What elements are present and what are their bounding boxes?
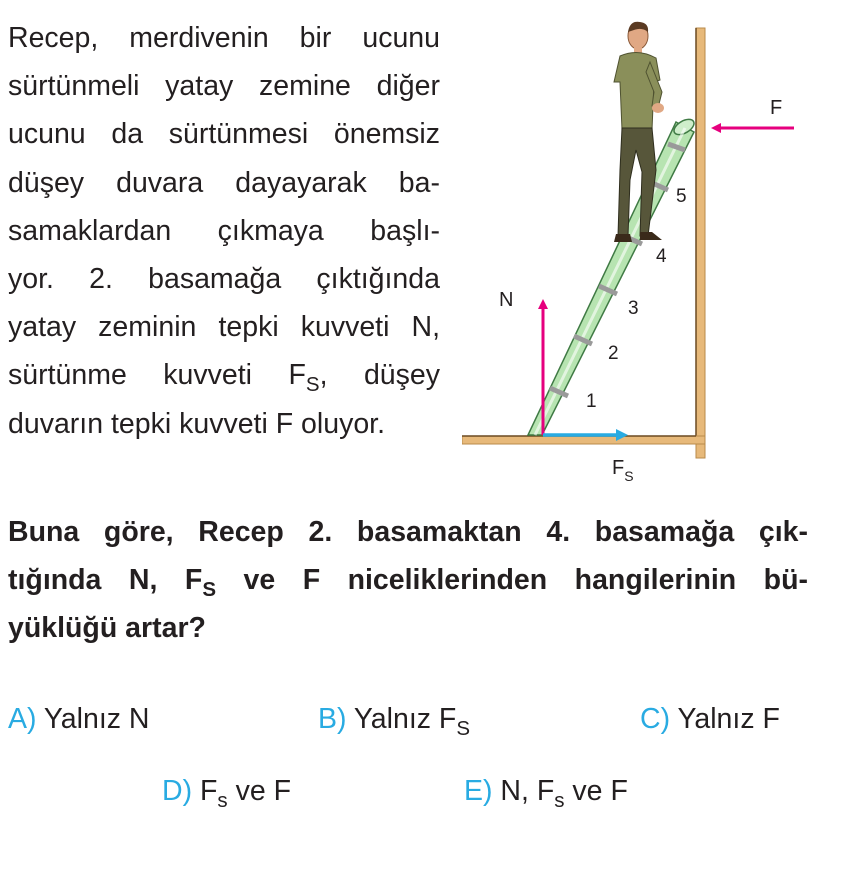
step-label-5: 5 [676,186,687,207]
step-label-4: 4 [656,246,667,267]
choice-letter: E) [464,775,493,807]
person-hand [652,103,664,113]
ladder-figure [462,10,802,490]
choice-text: Yalnız N [43,703,150,735]
person-shoe-left [614,234,632,242]
choice-d[interactable] [162,775,292,813]
intro-paragraph [8,14,440,448]
force-F-label: F [770,97,783,119]
intro-line: düşey duvara dayayarak ba- [8,166,440,199]
question-line: Buna göre, Recep 2. basamaktan 4. basamağa çık- [8,516,808,548]
force-Fs-main: F [612,457,625,479]
choice-c[interactable] [640,703,780,736]
person-shirt [614,52,660,130]
choice-b[interactable] [318,703,471,741]
person-shoe-right [640,232,662,240]
choice-text: Yalnız F [677,703,780,735]
choice-letter: B) [318,703,347,735]
subscript: S [202,578,216,602]
intro-line: samaklardan çıkmaya başlı- [8,214,440,247]
intro-line8-suffix: , düşey [319,359,441,392]
subscript: s [217,789,228,813]
force-Fs-label [612,457,634,484]
force-Fs-sub: S [624,468,634,484]
step-label-1: 1 [586,391,597,412]
choice-letter: C) [640,703,671,735]
step-label-3: 3 [628,298,639,319]
intro-line: yor. 2. basamağa çıktığında [8,263,440,296]
ladder-diagram [462,10,802,490]
choice-text: Yalnız F [353,703,457,735]
intro-line: duvarın tepki kuvveti F oluyor. [8,407,386,440]
intro-line: sürtünmeli yatay zemine diğer [8,70,440,103]
question-line2-suffix: ve F niceliklerinden hangilerinin bü- [216,564,808,596]
person-neck [634,46,642,53]
choice-text: N, F [500,775,555,807]
intro-line: yatay zeminin tepki kuvveti N, [8,311,440,344]
wall [696,28,705,458]
choice-a[interactable] [8,703,150,736]
force-N-label: N [499,289,514,311]
choice-letter: A) [8,703,37,735]
question-line: yüklüğü artar? [8,612,206,644]
floor [462,436,705,444]
intro-line: Recep, merdivenin bir ucunu [8,22,440,54]
subscript: s [554,789,565,813]
question-line2-prefix: tığında N, F [8,564,203,596]
choice-text: F [200,775,218,807]
choice-text-suffix: ve F [227,775,292,807]
step-label-2: 2 [608,343,619,364]
subscript: S [305,373,320,397]
choice-letter: D) [162,775,193,807]
subscript: S [456,717,471,741]
question-text [8,508,808,652]
choice-text-suffix: ve F [564,775,628,807]
intro-line8-prefix: sürtünme kuvveti F [8,359,306,392]
intro-line: ucunu da sürtünmesi önemsiz [8,118,440,151]
question-line [8,556,808,604]
intro-line [8,351,440,399]
choice-e[interactable] [464,775,628,813]
